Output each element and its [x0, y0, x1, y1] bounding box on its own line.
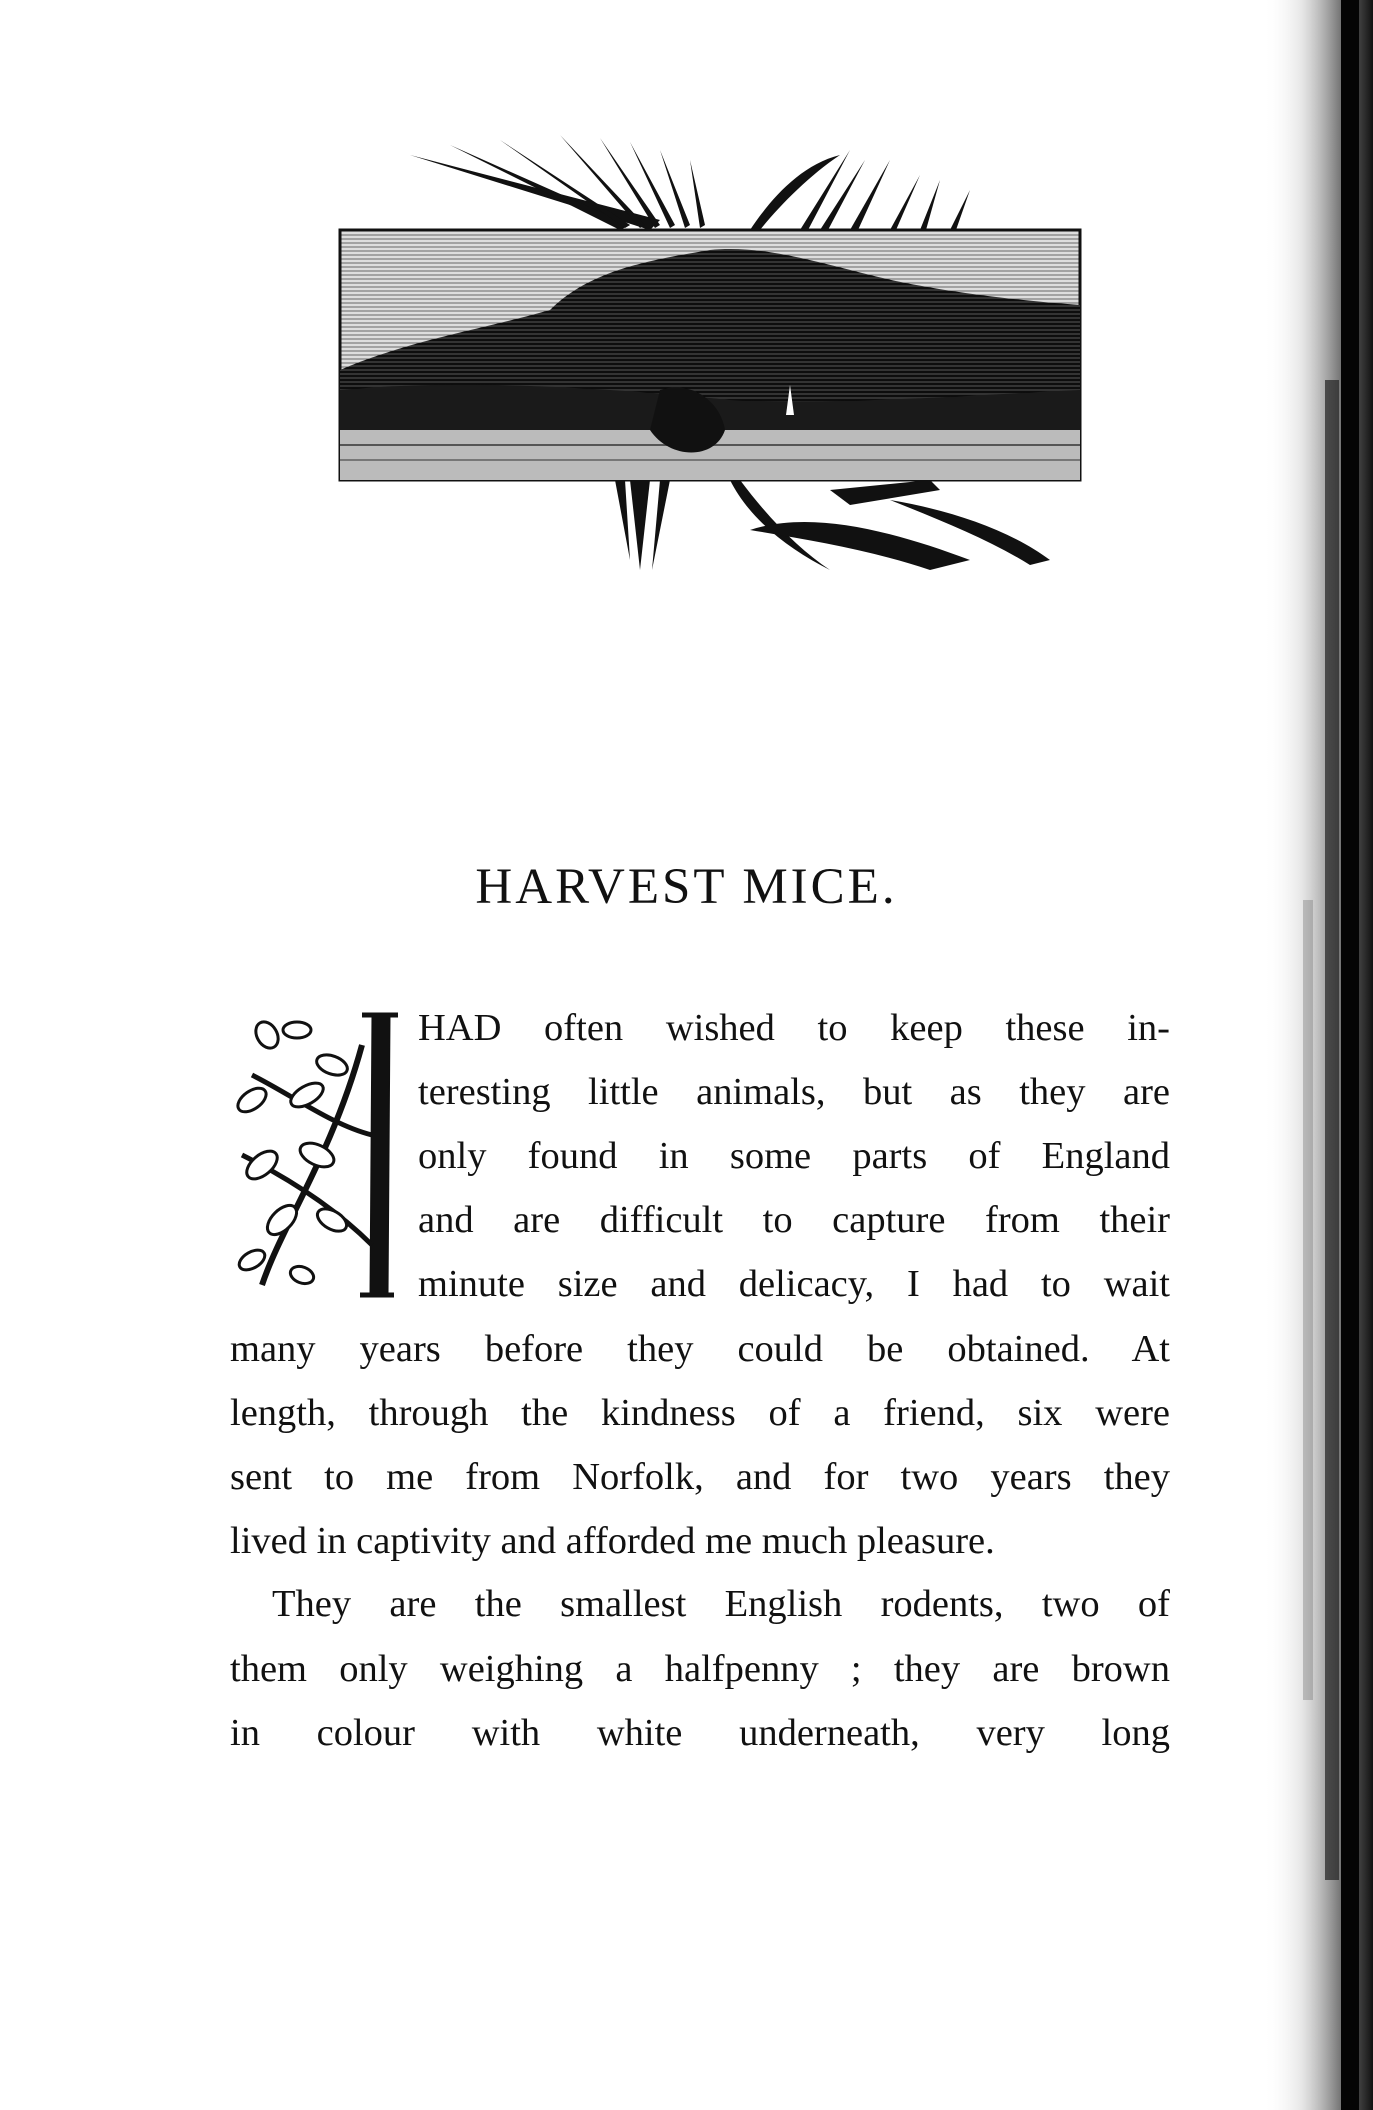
chapter-title: HARVEST MICE.: [475, 859, 898, 915]
paragraph-1-line-9: lived in captivity and afforded me much pleasure.: [230, 1520, 995, 1562]
paragraph-1-line-6: many years before they could be obtained. At: [230, 1328, 1170, 1370]
paragraph-1-line-3: only found in some parts of England: [418, 1135, 1170, 1177]
paragraph-2-line-1: They are the smallest English rodents, two of: [272, 1583, 1170, 1625]
paragraph-1-line-5: minute size and delicacy, I had to wait: [418, 1263, 1170, 1305]
paragraph-1-line-4: and are difficult to capture from their: [418, 1199, 1170, 1241]
paragraph-1-line-2: teresting little animals, but as they are: [418, 1071, 1170, 1113]
paragraph-1-line-7: length, through the kindness of a friend, six were: [230, 1392, 1170, 1434]
landscape-headpiece-illustration: [330, 130, 1090, 600]
paragraph-2-line-2: them only weighing a halfpenny ; they are brown: [230, 1648, 1170, 1690]
paragraph-1-line-1: HAD often wished to keep these in-: [418, 1007, 1170, 1049]
page-binding-edge: [1263, 0, 1373, 2110]
decorated-initial-i: [222, 1005, 407, 1305]
paragraph-2-line-3: in colour with white underneath, very long: [230, 1712, 1170, 1754]
paragraph-1-line-8: sent to me from Norfolk, and for two years they: [230, 1456, 1170, 1498]
